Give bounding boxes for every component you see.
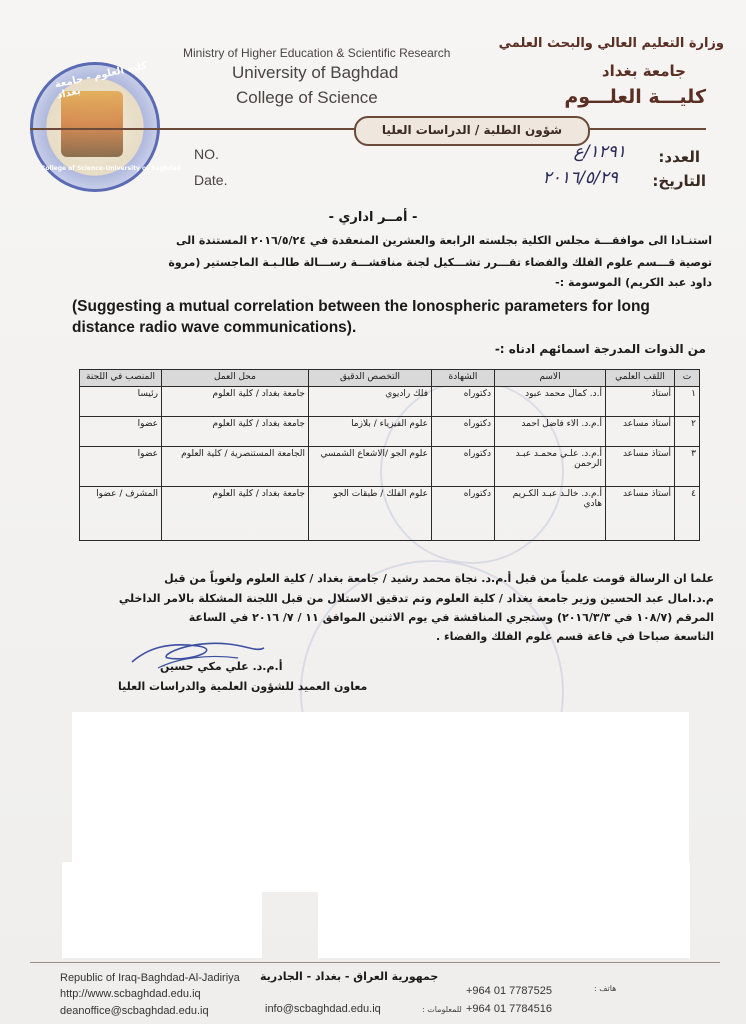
university-ar: جامعة بغداد	[601, 62, 686, 80]
no-value: ١٢٩١/ع	[573, 142, 626, 162]
col-header-rank: اللقب العلمي	[606, 370, 675, 387]
redacted-block	[72, 712, 689, 862]
body-line3: المرقم (١٠٨/٧ في ٢٠١٦/٣/٣) وستجري المناقشة في يوم الاثنين الموافق ١١ / ٧/ ٢٠١٦ في الساعة	[188, 611, 714, 624]
cell-name: أ.م.د. خالـد عبـد الكـريم هادي	[495, 487, 606, 541]
no-label-ar: العدد:	[658, 148, 700, 166]
col-header-workplace: محل العمل	[162, 370, 309, 387]
order-intro-line1: استنـادا الى موافقـــة مجلس الكلية بجلسته الرابعة والعشرين المنعقدة في ٢٠١٦/٥/٢٤ المستندة الى	[175, 234, 712, 247]
redacted-block	[318, 862, 690, 958]
cell-workplace: جامعة بغداد / كلية العلوم	[162, 417, 309, 447]
body-line4: التاسعة صباحا في قاعة قسم علوم الفلك والفضاء .	[436, 630, 714, 643]
footer-address-ar: جمهورية العراق - بغداد - الجادرية	[260, 970, 439, 983]
cell-workplace: الجامعة المستنصرية / كلية العلوم	[162, 447, 309, 487]
order-intro-line3: داود عبد الكريم) الموسومة :-	[555, 276, 712, 289]
signatory-name: أ.م.د. علي مكي حسين	[160, 660, 283, 673]
thesis-title: (Suggesting a mutual correlation between the Ionospheric parameters for long distance radio wave communications).	[72, 298, 650, 336]
cell-rank: أستاذ	[606, 387, 675, 417]
table-row	[80, 487, 700, 541]
body-line2: م.د.امال عبد الحسين وزير جامعة بغداد / كلية العلوم وتم تدقيق الاستلال من قبل اللجنة المشكلة بالامر الداخلي	[118, 592, 714, 605]
table-row	[80, 417, 700, 447]
footer-info-label-ar: للمعلومات :	[422, 1005, 462, 1014]
logo-text-ar: كلية العلوم - جامعة بغداد	[53, 60, 149, 102]
cell-degree: دكتوراه	[432, 487, 495, 541]
footer-phone-label-ar: هاتف :	[594, 984, 617, 993]
redacted-block	[62, 862, 262, 958]
cell-degree: دكتوراه	[432, 447, 495, 487]
ministry-en: Ministry of Higher Education & Scientific Research	[183, 46, 451, 60]
footer-dean-email[interactable]: deanoffice@scbaghdad.edu.iq	[60, 1005, 209, 1017]
cell-name: أ.م.د. الاء فاضل احمد	[495, 417, 606, 447]
footer-phone-1: +964 01 7787525	[466, 985, 552, 997]
body-line1: علما ان الرسالة قومت علمياً من قبل أ.م.د. نجاة محمد رشيد / جامعة بغداد / كلية العلوم ولغوياً من قبل	[164, 572, 714, 585]
department-banner-text: شؤون الطلبة / الدراسات العليا	[381, 123, 563, 137]
committee-header-row	[80, 370, 700, 387]
col-header-specialty: التخصص الدقيق	[309, 370, 432, 387]
cell-rank: أستاذ مساعد	[606, 417, 675, 447]
college-en: College of Science	[236, 88, 378, 107]
cell-specialty: فلك راديوي	[309, 387, 432, 417]
order-intro-line2: توصية قـــسم علوم الفلك والفضاء تقـــرر تشـــكيل لجنة مناقشـــة رســـالة طالـبـة الماجستير (مروة	[168, 256, 712, 269]
ministry-ar: وزارة التعليم العالي والبحث العلمي	[498, 36, 724, 51]
date-value: ٢٠١٦/٥/٢٩	[542, 168, 618, 188]
footer-rule	[30, 962, 720, 963]
header-rule-left	[30, 128, 356, 130]
cell-position: رئيسا	[80, 387, 162, 417]
cell-workplace: جامعة بغداد / كلية العلوم	[162, 387, 309, 417]
signatory-title: معاون العميد للشؤون العلمية والدراسات العليا	[118, 680, 368, 693]
cell-workplace: جامعة بغداد / كلية العلوم	[162, 487, 309, 541]
cell-specialty: علوم الجو /الاشعاع الشمسي	[309, 447, 432, 487]
cell-rank: أستاذ مساعد	[606, 487, 675, 541]
logo-emblem-icon	[61, 91, 123, 157]
cell-degree: دكتوراه	[432, 387, 495, 417]
cell-rank: أستاذ مساعد	[606, 447, 675, 487]
footer-website[interactable]: http://www.scbaghdad.edu.iq	[60, 988, 201, 1000]
col-header-degree: الشهادة	[432, 370, 495, 387]
university-en: University of Baghdad	[232, 63, 399, 82]
cell-seq: ٢	[675, 417, 700, 447]
cell-position: عضوا	[80, 447, 162, 487]
cell-specialty: علوم الفيزياء / بلازما	[309, 417, 432, 447]
redacted-block	[262, 862, 322, 892]
cell-name: أ.د. كمال محمد عبود	[495, 387, 606, 417]
department-banner	[354, 116, 590, 146]
footer-address-en: Republic of Iraq-Baghdad-Al-Jadiriya	[60, 972, 240, 984]
cell-seq: ٤	[675, 487, 700, 541]
cell-position: عضوا	[80, 417, 162, 447]
footer-info-email[interactable]: info@scbaghdad.edu.iq	[265, 1003, 381, 1015]
table-row	[80, 447, 700, 487]
no-label: NO.	[194, 146, 219, 162]
table-row	[80, 387, 700, 417]
col-header-seq: ت	[675, 370, 700, 387]
cell-seq: ٣	[675, 447, 700, 487]
cell-seq: ١	[675, 387, 700, 417]
committee-table	[79, 369, 700, 541]
members-intro: من الذوات المدرجة اسمائهم ادناه :-	[494, 342, 706, 356]
col-header-name: الاسم	[495, 370, 606, 387]
date-label-ar: التاريخ:	[652, 172, 706, 190]
college-ar: كليـــة العلـــوم	[564, 86, 706, 108]
col-header-position: المنصب في اللجنة	[80, 370, 162, 387]
footer-phone-2: +964 01 7784516	[466, 1003, 552, 1015]
cell-degree: دكتوراه	[432, 417, 495, 447]
university-logo	[30, 60, 181, 192]
date-label: Date.	[194, 172, 228, 188]
header-rule-right	[586, 128, 706, 130]
logo-text-en: College of Science-University of Baghdad	[41, 165, 181, 172]
cell-position: المشرف / عضوا	[80, 487, 162, 541]
cell-name: أ.م.د. علـي محمـد عبـد الرحمن	[495, 447, 606, 487]
order-title: - أمــر اداري -	[328, 210, 418, 225]
cell-specialty: علوم الفلك / طبقات الجو	[309, 487, 432, 541]
